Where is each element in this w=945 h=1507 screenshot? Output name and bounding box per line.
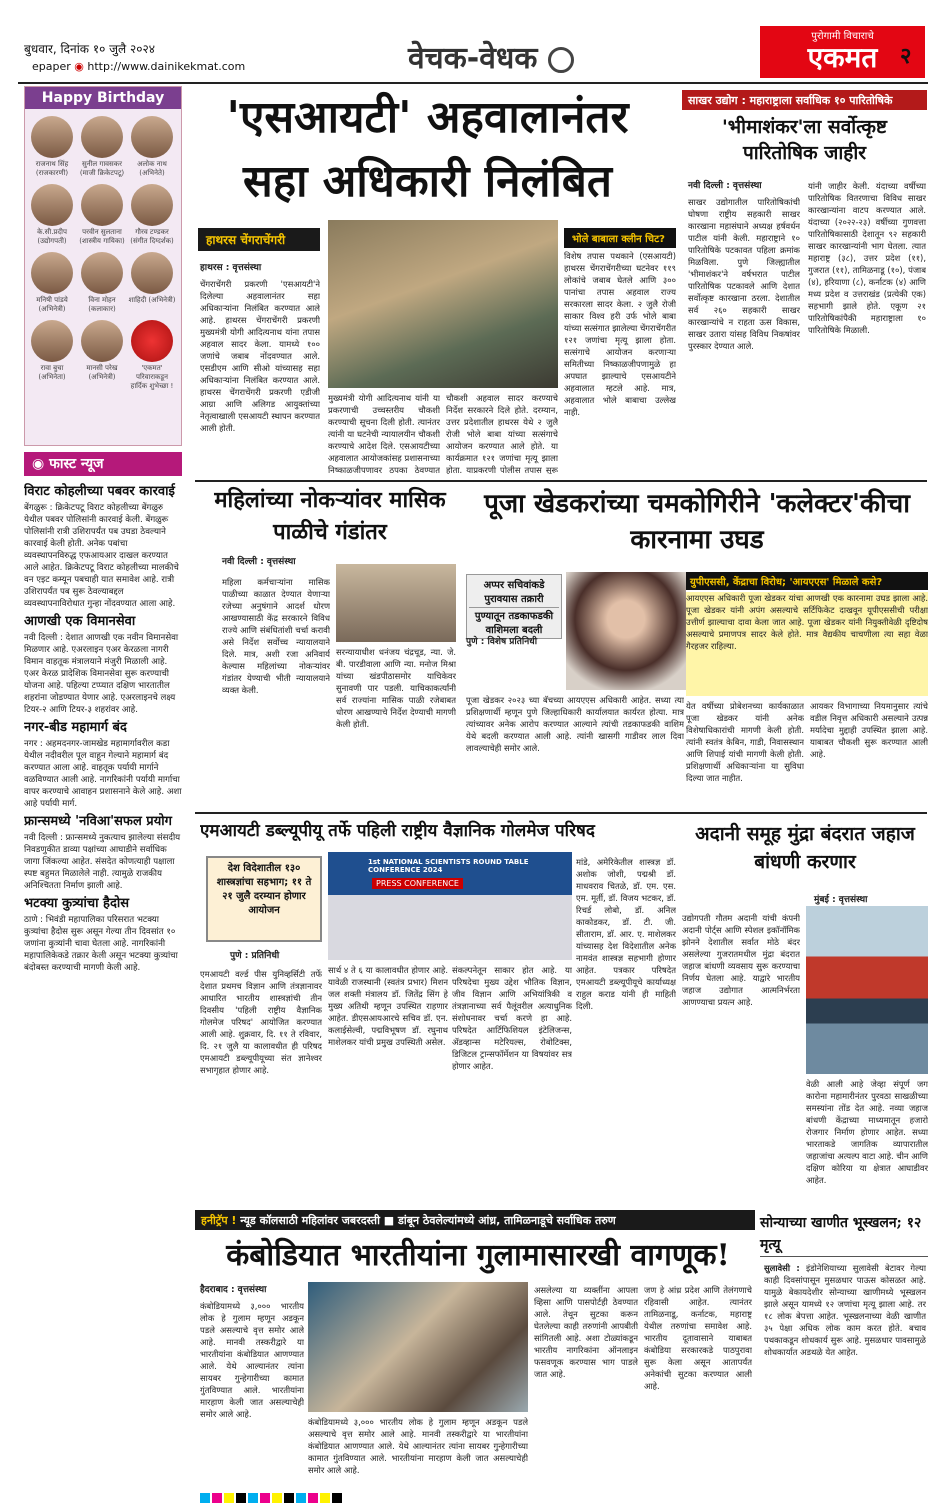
press-label: PRESS CONFERENCE: [372, 878, 463, 889]
story3-col2: सरन्यायाधीश धनंजय चंद्रचूड, न्या. जे. बी. पारडीवाला आणि न्या. मनोज मिश्रा यांच्या खंडपीठासमोर याचिकेवर सुनावणी पार पडली. याचिकाकर्त्यांनी सर्व राज्यांना मासिक पाळी रजेबाबत धोरण आखण्याचे निर्देश देण्याची मागणी केली होती.: [336, 647, 456, 729]
epaper-label: epaper: [32, 60, 71, 73]
news-body: बेंगळुरू : क्रिकेटपटू विराट कोहलीच्या बेंगळुरु येथील पबवर पोलिसांनी कारवाई केली. बेंगळुरू पोलिसांनी रात्री उशिरापर्यंत पब उघडा ठेवल्याने कारवाई केली होती. अनेक पबांचा व्यवस्थापनविरुद्ध एफआयआर दाखल करण्यात आले आहेत. क्रिकेटपटू विराट कोहलीच्या मालकीचे वन एइट कम्यून पबचाही यात समावेश आहे. रात्री उशिरापर्यंत पब सुरू ठेवल्याबद्दल व्यवस्थापनाविरोधात गुन्हा नोंदवण्यात आला आहे.: [24, 503, 179, 609]
story5-col2: सार्थ ४ ते ६ या कालावधीत होणार आहे. यावेळी राजस्थानी (स्वतंत्र प्रभार) मिशन जल शक्ती मंत्रालय डॉ. जितेंद्र सिंग हे मुख्य अतिथी म्हणून उपस्थित राहणार आहेत. डीएसआयआरचे सचिव डॉ. एन. कलाईसेल्वी, पद्मविभूषण डॉ. रघुनाथ माशेलकर यांची प्रमुख उपस्थिती असेल.: [328, 965, 448, 1047]
story4-col1: पूजा खेडकर २०२३ च्या बॅचच्या आयएएस अधिकारी आहेत. सध्या त्या प्रशिक्षणार्थी म्हणून पुणे जिल्हाधिकारी कार्यालयात कार्यरत होत्या. मात्र त्यांच्यावर अनेक आरोप करण्यात आल्याने त्यांची तडकाफडकी वाशिम येथे बदली करण्यात आली आहे. त्यांनी खासगी गाडीवर लाल दिवा लावल्याचेही समोर आले.: [466, 695, 684, 753]
page-number: २: [900, 44, 912, 69]
story8-dateline: सुलावेसी :: [764, 1263, 800, 1273]
birthday-person: के.सी.प्रदीप (उद्योगपती): [27, 180, 77, 246]
news-body: ठाणे : भिवंडी महापालिका परिसरात भटक्या कुत्र्यांचा हैदोस सुरू असून गेल्या तीन दिवसांत १० जणांना कुत्र्यांनी चावा घेतला आहे. नागरिकांनी महापालिकेकडे तक्रार केली असून भटक्या कुत्र्यांचा बंदोबस्त करण्याची मागणी केली आहे.: [24, 915, 178, 973]
avatar: [131, 252, 173, 294]
story8-headline: सोन्याच्या खाणीत भूस्खलन; १२ मृत्यू: [760, 1212, 928, 1257]
birthday-person: सुनील गावसकर (माजी क्रिकेटपटू): [77, 112, 127, 178]
conference-photo: [328, 852, 572, 960]
bullet-icon: ◉: [32, 456, 50, 472]
story5-headline: एमआयटी डब्ल्यूपीयू तर्फे पहिली राष्ट्रीय वैज्ञानिक गोलमेज परिषद: [200, 821, 595, 841]
divider: [195, 480, 927, 482]
story7-col2: असलेल्या या व्यक्तींना आपला व्हिसा आणि पासपोर्टही ठेवण्यात आले. तेथून सुटका करून घेतलेल्या काही तरुणांनी आपबीती सांगितली आहे. अशा टोळ्यांकडून भारतीय नागरिकांना ऑनलाइन फसवणूक करण्यास भाग पाडले जात आहे.: [534, 1285, 638, 1379]
birthday-person: परवीन सुलताना (शास्त्रीय गायिका): [77, 180, 127, 246]
story6-dateline: मुंबई : वृत्तसंस्था: [814, 895, 868, 905]
story5-col4: मांडे, अमेरिकेतील शास्त्रज्ञ डॉ. अशोक जोशी, पद्मश्री डॉ. माधवराव चितळे, डॉ. एम. एस. एम. मूर्ती, डॉ. विजय भटकर, डॉ. रिचर्ड लोबो, डॉ. अनिल काकोडकर, डॉ. टी. जी. सीताराम, डॉ. आर. ए. माशेलकर यांच्यासह देश विदेशातील अनेक नामवंत शास्त्रज्ञ सहभागी होणार आहेत. पत्रकार परिषदेत एमआयटी डब्ल्यूपीयूचे कार्याध्यक्ष राहुल कराड यांनी ही माहिती दिली.: [576, 857, 676, 1011]
story7-col1b: कंबोडियामध्ये ३,००० भारतीय लोक हे गुलाम म्हणून अडकून पडले असल्याचे वृत्त समोर आले आहे. मानवी तस्करीद्वारे या भारतीयांना कंबोडियात आणण्यात आले. येथे आल्यानंतर त्यांना सायबर गुन्हेगारीच्या कामात गुंतविण्यात आले. भारतीयांना मारहाण केली जात असल्याचेही समोर आले आहे.: [308, 1417, 528, 1475]
birthday-person: रावा बुचा (अभिनेता): [27, 316, 77, 382]
birthday-person: अलोक नाथ (अभिनेते): [127, 112, 177, 178]
banner-text: 1st NATIONAL SCIENTISTS ROUND TABLE CONFERENCE 2024: [368, 858, 529, 874]
story4-sub-box: अप्पर सचिवांकडे पुरावयास तक्रारी पुण्यातून तडकाफडकी वाशिमला बदली: [466, 574, 562, 639]
pooja-photo: [566, 572, 686, 690]
avatar: [131, 116, 173, 158]
avatar: [81, 252, 123, 294]
story3-col1: महिला कर्मचाऱ्यांना मासिक पाळीच्या काळात देण्यात येणाऱ्या रजेच्या अनुषंगाने आदर्श धोरण आखण्यासाठी केंद्र सरकारने विविध राज्ये आणि संबंधितांशी चर्चा करावी असे निर्देश सर्वोच्च न्यायालयाने दिले. मात्र, अशी रजा अनिवार्य केल्यास महिलांच्या नोकऱ्यांवर गंडांतर येण्याची भीती न्यायालयाने व्यक्त केली.: [222, 577, 330, 695]
avatar: [31, 184, 73, 226]
story1-col1: चेंगराचेंगरी प्रकरणी 'एसआयटी'ने दिलेल्या अहवालानंतर सहा अधिकाऱ्यांना निलंबित करण्यात आले आहे. हाथरस चेंगराचेंगरी प्रकरणी मुख्यमंत्री योगी आदित्यनाथ यांना तपास अहवाल सादर केला. यामध्ये १०० जणांचे जबाब नोंदवण्यात आले. एसडीएम आणि सीओ यांच्यासह सहा अधिकाऱ्यांना निलंबित करण्यात आले. हाथरस चेंगराचेंगरी प्रकरणी एडीजी आग्रा आणि अलिगड आयुक्तांच्या नेतृत्वाखाली एसआयटी स्थापन करण्यात आली होती.: [200, 279, 320, 433]
fast-news-column: [24, 480, 182, 1490]
avatar: [81, 116, 123, 158]
story1-side-text: विशेष तपास पथकाने (एसआयटी) हाथरस चेंगराचेंगरीच्या घटनेवर ११९ लोकांचे जबाब घेतले आणि ३०० पानांचा तपास अहवाल राज्य सरकारला सादर केला. २ जुलै रोजी साकार विश्व हरी उर्फ भोले बाबा यांच्या सत्संगात झालेल्या चेंगराचेंगरीत १२१ जणांचा मृत्यू झाला होता. सत्संगाचे आयोजन करणाऱ्या समितीच्या निष्काळजीपणामुळे हा अपघात झाल्याचे एसआयटीने अहवालात म्हटले आहे. मात्र, अहवालात भोले बाबाचा उल्लेख नाही.: [564, 251, 676, 417]
cambodia-photo: [308, 1282, 528, 1412]
story5-dateline: पुणे : प्रतिनिधी: [230, 951, 280, 961]
ekmat-logo: पुरोगामी विचाराचे एकमत: [760, 26, 925, 78]
story1-headline: 'एसआयटी' अहवालानंतर सहा अधिकारी निलंबित: [226, 92, 629, 207]
masthead-url[interactable]: [32, 60, 245, 73]
birthday-person: शाहिदी (अभिनेत्री): [127, 248, 177, 305]
story1-band: हाथरस चेंगराचेंगरी: [198, 228, 320, 251]
bouquet-icon: [131, 320, 173, 362]
birthday-person: मनिषी पांडये (अभिनेत्री): [27, 248, 77, 314]
story2-col1: साखर उद्योगातील पारितोषिकांची घोषणा राष्ट्रीय सहकारी साखर कारखाना महासंघाने अध्यक्ष हर्षवर्धन पाटील यांनी केली. महाराष्ट्राने १० पारितोषिके पटकावत पहिला क्रमांक मिळविला. पुणे जिल्ह्यातील 'भीमाशंकर'ने वर्षभरात पाटील पारितोषिक पटकावले आणि देशात सर्वोत्कृष्ट कारखाना ठरला. देशातील सर्व २६० सहकारी साखर कारखान्यांचे न राहता ऊस विकास, साखर उतारा यांसह विविध निकषांवर पुरस्कार देण्यात आले.: [688, 197, 800, 351]
news-head: भटक्या कुत्र्यांचा हैदोस: [24, 896, 130, 911]
magnifier-icon: [548, 47, 574, 73]
avatar: [131, 184, 173, 226]
story1-col3: चौकशी अहवाल सादर करण्याचे निर्देश सरकारने दिले होते. दरम्यान, उत्तर प्रदेशातील हाथरस येथे २ जुलै रोजी भोले बाबा यांच्या सत्संगाचे आयोजन करण्यात आले होते. या कार्यक्रमात १२१ जणांचा मृत्यू झाला होता. याप्रकरणी पोलीस तपास सुरू: [446, 393, 558, 474]
birthday-person: राजनाथ सिंह (राजकारणी): [27, 112, 77, 178]
fast-news-header: ◉ फास्ट न्यूज: [24, 452, 182, 476]
avatar: [31, 320, 73, 362]
port-photo: [806, 906, 928, 1074]
story4-dateline: पुणे : विशेष प्रतिनिधी: [466, 637, 538, 647]
ticker: [195, 1210, 755, 1230]
news-head: फ्रान्समध्ये 'नविआ'सफल प्रयोग: [24, 814, 172, 829]
birthday-box: [24, 86, 182, 446]
story6-col2: वेळी आली आहे जेव्हा संपूर्ण जग कारोना महामारीनंतर पुरवठा साखळीच्या समस्यांना तोंड देत आहे. नव्या जहाज बांधणी केंद्राच्या माध्यमातून हजारो रोजगार निर्माण होणार आहेत. सध्या भारताकडे जागतिक व्यापारातील जहाजांचा अत्यल्प वाटा आहे. चीन आणि दक्षिण कोरिया या क्षेत्रात आघाडीवर आहेत.: [806, 1079, 928, 1185]
birthday-person: विना मोहन (कलाकार): [77, 248, 127, 314]
story2-headline: 'भीमाशंकर'ला सर्वोत्कृष्ट पारितोषिक जाहीर: [721, 116, 888, 164]
story2-col2: यांनी जाहीर केली. यंदाच्या वर्षीच्या पारितोषिक वितरणाचा विविध साखर कारखान्यांना वाटप करण्यात आले. यंदाच्या (२०२२-२३) वर्षीच्या गुणवत्ता पारितोषिकासाठी देशातून ९२ सहकारी साखर कारखान्यांनी भाग घेतला. त्यात महाराष्ट्र (३८), उत्तर प्रदेश (११), गुजरात (११), तामिळनाडू (१०), पंजाब (४), हरियाणा (८), कर्नाटक (४) आणि मध्य प्रदेश व उत्तराखंड (प्रत्येकी एक) सहभागी झाले होते. एकूण २१ पारितोषिकांपैकी महाराष्ट्राला १० पारितोषिके मिळाली.: [808, 181, 926, 335]
masthead-date: बुधवार, दिनांक १० जुलै २०२४: [24, 42, 155, 56]
story1-dateline: हाथरस : वृत्तसंस्था: [200, 263, 262, 273]
color-registration-strip: [200, 1488, 760, 1498]
news-body: नवी दिल्ली : फ्रान्समध्ये नुकत्याच झालेल्या संसदीय निवडणुकीत डाव्या पक्षांच्या आघाडीने सर्वाधिक जागा जिंकल्या आहेत. संसदेत कोणत्याही पक्षाला स्पष्ट बहुमत मिळालेले नाही. त्यामुळे राजकीय अनिश्चितता निर्माण झाली आहे.: [24, 833, 181, 891]
story3-headline: महिलांच्या नोकऱ्यांवर मासिक पाळीचे गंडांतर: [214, 487, 446, 545]
story1-col2: मुख्यमंत्री योगी आदित्यनाथ यांनी या प्रकरणाची उच्चस्तरीय चौकशी करण्याची सूचना दिली होती. त्यानंतर त्यांनी या घटनेची न्यायालयीन चौकशी करण्याचे आदेश दिले. एसआयटीच्या अहवालात आयोजकांसह प्रशासनाच्या निष्काळजीपणावर ठपका ठेवण्यात: [328, 393, 440, 474]
divider: [195, 812, 927, 814]
ticker-items: न्यूड कॉलसाठी महिलांवर जबरदस्ती ■ डांबून ठेवलेल्यांमध्ये आंध्र, तामिळनाडूचे सर्वाधिक तरुण: [240, 1214, 616, 1227]
story1-photo: [328, 220, 558, 388]
avatar: [31, 116, 73, 158]
masthead-rule: [18, 82, 928, 84]
news-body: नवी दिल्ली : देशात आणखी एक नवीन विमानसेवा मिळणार आहे. एअरलाइन एअर केरळला नागरी विमान वाहतूक मंत्रालयाने मंजुरी मिळाली आहे. एअर केरळ प्रादेशिक विमानसेवा सुरू करण्याची योजना आहे. पहिल्या टप्प्यात दक्षिण भारतातील शहरांना जोडण्यात येणार आहे. एअरलाइनचे लक्ष्य टियर-२ आणि टियर-३ शहरांवर आहे.: [24, 633, 179, 715]
story4-side-text: आयएएस अधिकारी पूजा खेडकर यांचा आणखी एक कारनामा उघड झाला आहे. पूजा खेडकर यांनी अपंग असल्याचे सर्टिफिकेट दाखवून यूपीएससीची परीक्षा उत्तीर्ण झाल्याचा दावा केला जात आहे. पूजा खेडकर यांनी नियुक्तीवेळी दृष्टिदोष असल्याचे प्रमाणपत्र सादर केले होते. मात्र वैद्यकीय चाचणीला त्या सहा वेळा गैरहजर राहिल्या.: [686, 592, 928, 696]
birthday-person: मानसी परेख (अभिनेत्री): [77, 316, 127, 382]
birthday-person: गौरव टण्डकर (संगीत दिग्दर्शक): [127, 180, 177, 246]
news-head: आणखी एक विमानसेवा: [24, 614, 136, 629]
avatar: [81, 320, 123, 362]
globe-icon: ◉: [74, 60, 84, 73]
story6-col1: उद्योगपती गौतम अदानी यांची कंपनी अदानी पोर्ट्स आणि स्पेशल इकॉनॉमिक झोनने देशातील सर्वात मोठे बंदर असलेल्या गुजरातमधील मुंद्रा बंदरात जहाज बांधणी व्यवसाय सुरू करण्याचा निर्णय घेतला आहे. याद्वारे भारतीय जहाज उद्योगात आत्मनिर्भरता आणण्याचा प्रयत्न आहे.: [682, 913, 800, 1007]
story2-dateline: नवी दिल्ली : वृत्तसंस्था: [688, 181, 762, 191]
story2-topline: साखर उद्योग : महाराष्ट्राला सर्वाधिक १० पारितोषिके: [682, 90, 927, 110]
story5-col3: संकल्पनेतून साकार होत आहे. या परिषदेचा मुख्य उद्देश भौतिक विज्ञान, जीव विज्ञान आणि अभियांत्रिकी व तंत्रज्ञानाच्या सर्व पैलूंवरील अत्याधुनिक संशोधनावर चर्चा करणे हा आहे. परिषदेत आर्टिफिशियल इंटेलिजन्स, ॲडव्हान्स मटेरियल्स, रोबोटिक्स, डिजिटल ट्रान्सफॉर्मेशन या विषयांवर सत्र होणार आहेत.: [452, 965, 572, 1071]
story3-photo: [336, 564, 456, 642]
news-head: नगर-बीड महामार्ग बंद: [24, 720, 127, 735]
story6-headline: अदानी समूह मुंद्रा बंदरात जहाज बांधणी करणार: [695, 823, 915, 873]
story8-body: इंडोनेशियाच्या सुलावेसी बेटावर गेल्या काही दिवसांपासून मुसळधार पाऊस कोसळत आहे. यामुळे बेकायदेशीर सोन्याच्या खाणीमध्ये भूस्खलन झाले असून यामध्ये १२ जणांचा मृत्यू झाला आहे. तर १८ लोक बेपत्ता आहेत. भूस्खलनाच्या वेळी खाणीत ३५ पेक्षा अधिक लोक काम करत होते. बचाव पथकाकडून शोधकार्य सुरू आहे. मुसळधार पावसामुळे शोधकार्यात अडथळे येत आहेत.: [764, 1263, 926, 1357]
story4-side-col: आयकर विभागाच्या नियमानुसार त्यांचे वडील निवृत्त अधिकारी असल्याने उत्पन्न मर्यादेचा मुद्दाही उपस्थित झाला आहे. याबाबत चौकशी सुरू करण्यात आली आहे.: [810, 701, 928, 759]
story4-col2b: येत वर्षीच्या प्रोबेशनच्या कार्यकाळात पूजा खेडकर यांनी अनेक विशेषाधिकारांची मागणी केली होती. त्यांनी स्वतंत्र केबिन, गाडी, निवासस्थान आणि शिपाई यांची मागणी केली होती. प्रशिक्षणार्थी अधिकाऱ्यांना या सुविधा दिल्या जात नाहीत.: [686, 701, 804, 783]
news-head: विराट कोहलीच्या पबवर कारवाई: [24, 484, 175, 499]
story7-col3: जण हे आंध्र प्रदेश आणि तेलंगणाचे रहिवासी आहेत. त्यानंतर तामिळनाडू, कर्नाटक, महाराष्ट्र येथील तरुणांचा समावेश आहे. भारतीय दूतावासाने याबाबत कंबोडिया सरकारकडे पाठपुरावा सुरू केला असून आतापर्यंत अनेकांची सुटका करण्यात आली आहे.: [644, 1285, 752, 1391]
section-title: वेचक-वेधक: [408, 36, 574, 77]
avatar: [81, 184, 123, 226]
story4-side-head: युपीएससी, केंद्राचा विरोध; 'आयएएस' मिळाले कसे?: [686, 572, 928, 590]
ticker-label: हनीट्रॅप !: [201, 1214, 237, 1227]
story8-text: [764, 1262, 926, 1482]
birthday-greeting: 'एकमत' परिवाराकडून हार्दिक शुभेच्छा !: [127, 316, 177, 391]
story7-headline: कंबोडियात भारतीयांना गुलामासारखी वागणूक!: [226, 1238, 730, 1273]
story4-headline: पूजा खेडकरांच्या चमकोगिरीने 'कलेक्टर'कीचा कारनामा उघड: [484, 489, 910, 555]
story7-col1: कंबोडियामध्ये ३,००० भारतीय लोक हे गुलाम म्हणून अडकून पडले असल्याचे वृत्त समोर आले आहे. मानवी तस्करीद्वारे या भारतीयांना कंबोडियात आणण्यात आले. येथे आल्यानंतर त्यांना सायबर गुन्हेगारीच्या कामात गुंतविण्यात आले. भारतीयांना मारहाण केली जात असल्याचेही समोर आले आहे.: [200, 1301, 304, 1419]
news-body: नगर : अहमदनगर-जामखेड महामार्गावरील कडा येथील नदीवरील पूल वाहून गेल्याने महामार्ग बंद करण्यात आला आहे. वाहतूक पर्यायी मार्गाने वळविण्यात आली आहे. नागरिकांनी पर्यायी मार्गाचा वापर करण्याचे आवाहन प्रशासनाने केले आहे. अशा आहे पर्यायी मार्ग.: [24, 739, 182, 809]
url-text: http://www.dainikekmat.com: [87, 60, 246, 73]
birthday-title: Happy Birthday: [25, 87, 181, 109]
story5-col1: एमआयटी वर्ल्ड पीस युनिव्हर्सिटी तर्फे देशात प्रथमच विज्ञान आणि तंत्रज्ञानावर आधारित भारतीय शास्त्रज्ञांची तीन दिवसीय 'पहिली राष्ट्रीय वैज्ञानिक गोलमेज परिषद' आयोजित करण्यात आली आहे. शुक्रवार, दि. ११ ते रविवार, दि. २१ जुलै या कालावधीत ही परिषद एमआयटी डब्ल्यूपीयूच्या संत ज्ञानेश्वर सभागृहात होणार आहे.: [200, 969, 322, 1075]
avatar: [31, 252, 73, 294]
story7-dateline: हैदराबाद : वृत्तसंस्था: [200, 1285, 267, 1295]
story3-dateline: नवी दिल्ली : वृत्तसंस्था: [222, 557, 296, 567]
story1-side-band: भोले बाबाला क्लीन चिट?: [564, 228, 676, 248]
story5-box: देश विदेशातील १३० शास्त्रज्ञांचा सहभाग; ११ ते २१ जुलै दरम्यान होणार आयोजन: [206, 856, 322, 942]
